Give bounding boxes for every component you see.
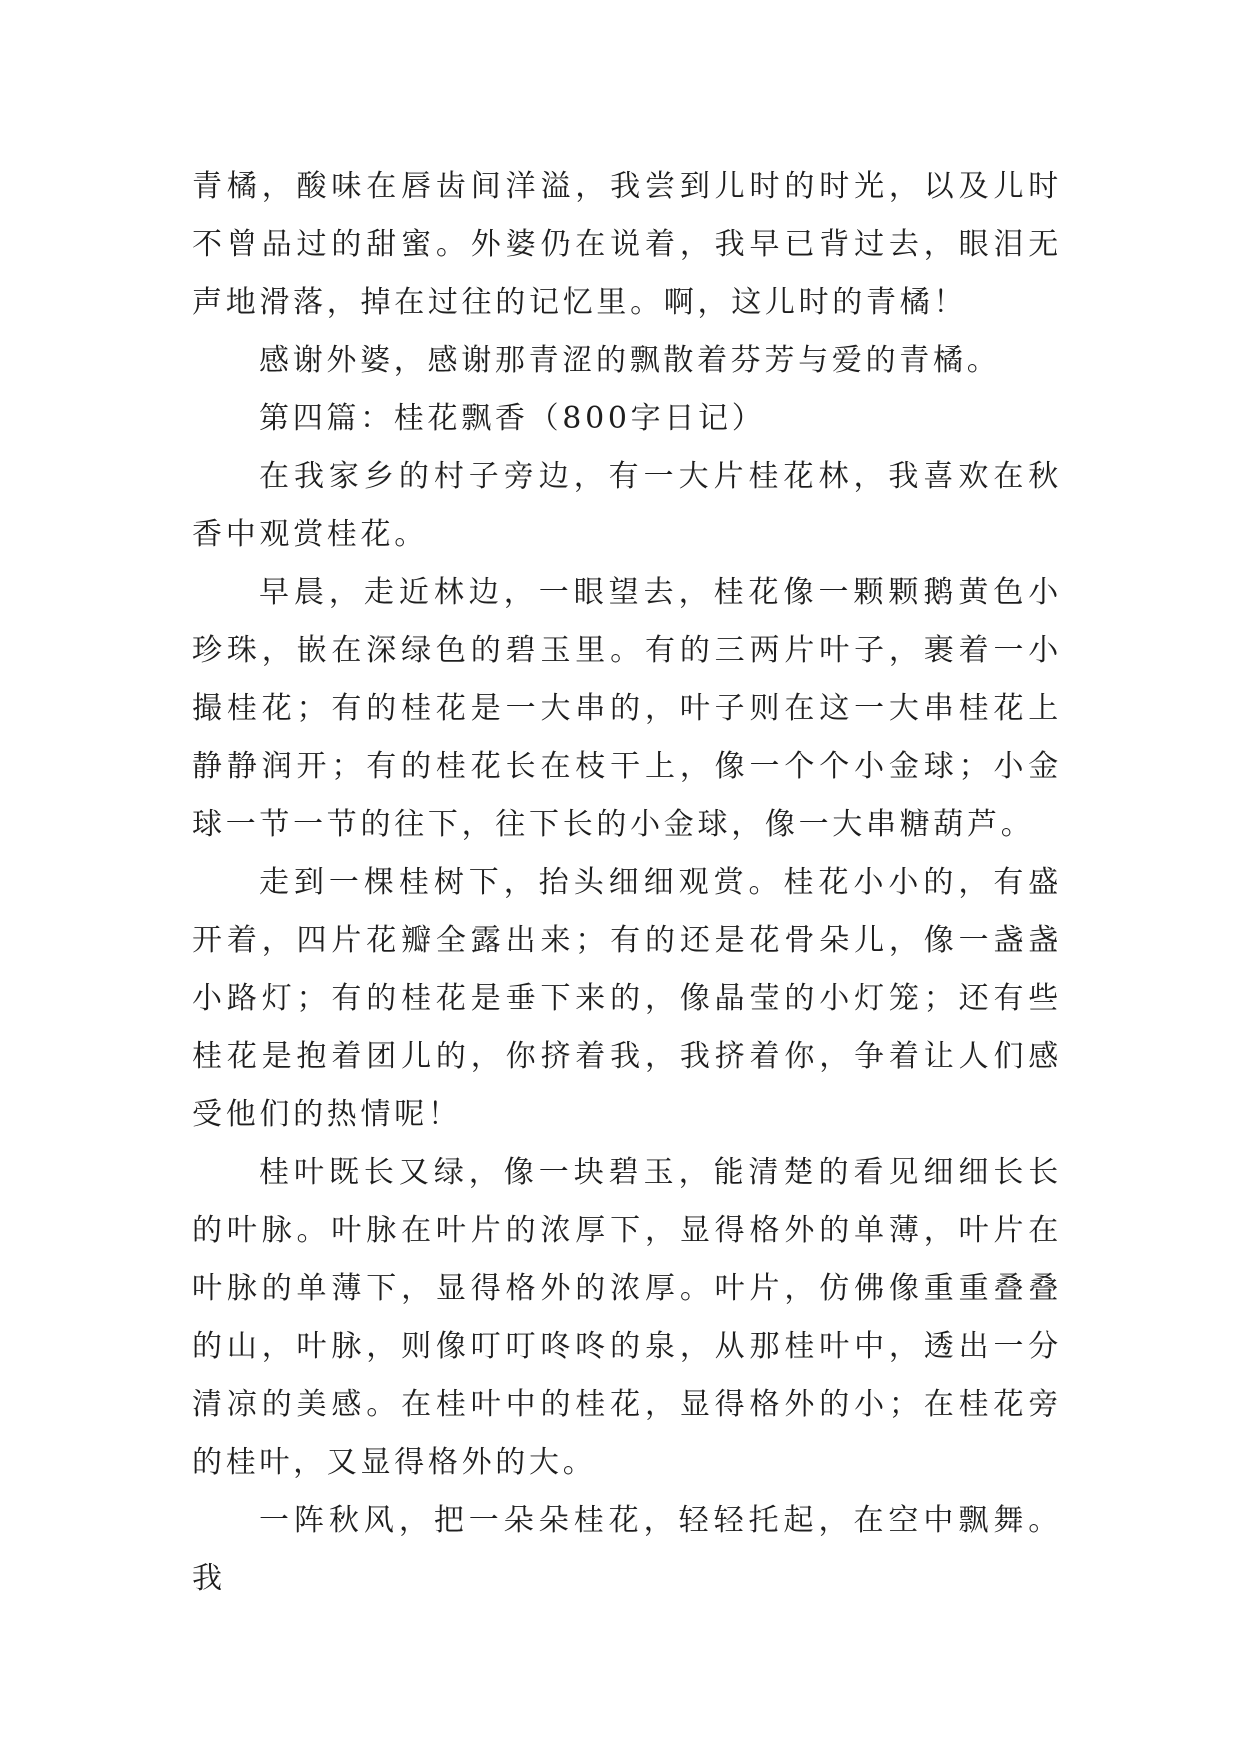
paragraph: 青橘，酸味在唇齿间洋溢，我尝到儿时的时光，以及儿时不曾品过的甜蜜。外婆仍在说着，我早已背过去，眼泪无声地滑落，掉在过往的记忆里。啊，这儿时的青橘！ <box>192 169 1062 320</box>
section-heading: 第四篇：桂花飘香（800字日记） <box>259 401 766 436</box>
paragraph: 感谢外婆，感谢那青涩的飘散着芬芳与爱的青橘。 <box>259 343 1001 378</box>
paragraph: 走到一棵桂树下，抬头细细观赏。桂花小小的，有盛开着，四片花瓣全露出来；有的还是花骨朵儿，像一盏盏小路灯；有的桂花是垂下来的，像晶莹的小灯笼；还有些桂花是抱着团儿的，你挤着我，我挤着你，争着让人们感受他们的热情呢！ <box>192 865 1062 1132</box>
paragraph: 桂叶既长又绿，像一块碧玉，能清楚的看见细细长长的叶脉。叶脉在叶片的浓厚下，显得格外的单薄，叶片在叶脉的单薄下，显得格外的浓厚。叶片，仿佛像重重叠叠的山，叶脉，则像叮叮咚咚的泉，从那桂叶中，透出一分清凉的美感。在桂叶中的桂花，显得格外的小；在桂花旁的桂叶，又显得格外的大。 <box>192 1155 1062 1480</box>
paragraph: 一阵秋风，把一朵朵桂花，轻轻托起，在空中飘舞。我 <box>192 1503 1062 1596</box>
paragraph: 在我家乡的村子旁边，有一大片桂花林，我喜欢在秋香中观赏桂花。 <box>192 459 1062 552</box>
paragraph: 早晨，走近林边，一眼望去，桂花像一颗颗鹅黄色小珍珠，嵌在深绿色的碧玉里。有的三两片叶子，裹着一小撮桂花；有的桂花是一大串的，叶子则在这一大串桂花上静静润开；有的桂花长在枝干上，像一个个小金球；小金球一节一节的往下，往下长的小金球，像一大串糖葫芦。 <box>192 575 1062 842</box>
document-body <box>192 158 1062 1608</box>
